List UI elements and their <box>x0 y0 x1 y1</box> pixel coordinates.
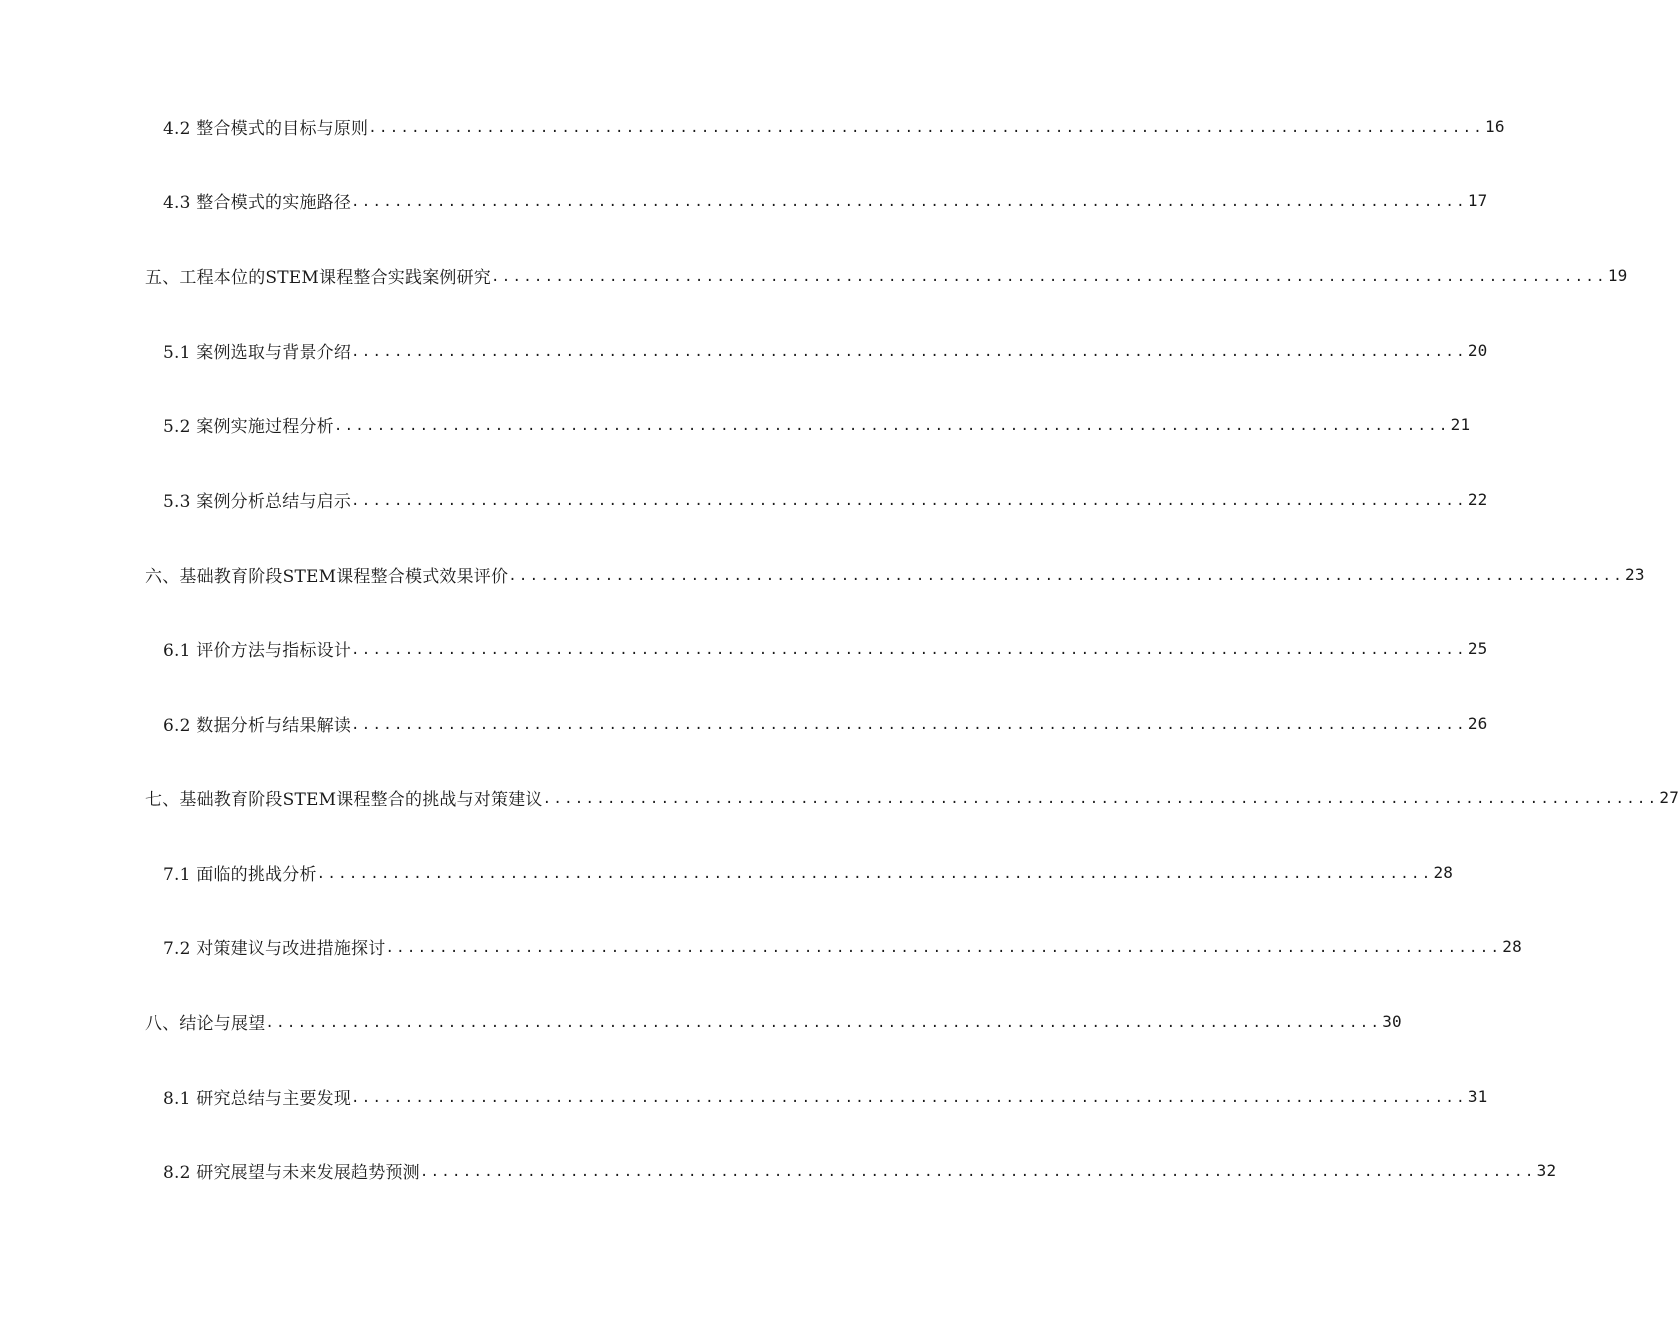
toc-page-number: 21 <box>1450 414 1471 434</box>
toc-entry-5-3[interactable] <box>163 484 1488 514</box>
toc-dot-leader: ........................................................................................................ <box>333 418 1450 434</box>
toc-dot-leader: ........................................................................................................ <box>368 120 1485 136</box>
toc-entry-5-2[interactable] <box>163 409 1471 439</box>
toc-dot-leader: ........................................................................................................ <box>316 866 1433 882</box>
toc-entry-title: 五、工程本位的STEM课程整合实践案例研究 <box>145 267 492 288</box>
toc-page-number: 23 <box>1625 564 1645 584</box>
toc-dot-leader: ........................................................................................................ <box>351 344 1467 360</box>
toc-entry-title: 八、结论与展望 <box>145 1013 266 1034</box>
toc-page-number: 16 <box>1485 116 1505 136</box>
toc-page-number: 26 <box>1467 713 1488 733</box>
toc-dot-leader: ........................................................................................................ <box>542 791 1659 807</box>
toc-page-number: 22 <box>1467 489 1488 509</box>
toc-entry-chapter-8[interactable] <box>145 1006 1402 1036</box>
toc-entry-title: 5.2 案例实施过程分析 <box>163 416 334 437</box>
toc-entry-title: 6.1 评价方法与指标设计 <box>163 640 352 661</box>
toc-entry-chapter-5[interactable] <box>145 260 1628 290</box>
toc-page-number: 31 <box>1467 1086 1488 1106</box>
toc-entry-title: 七、基础教育阶段STEM课程整合的挑战与对策建议 <box>145 789 543 810</box>
toc-page-number: 32 <box>1536 1160 1557 1180</box>
toc-entry-title: 7.2 对策建议与改进措施探讨 <box>163 938 386 959</box>
toc-page-number: 20 <box>1467 340 1488 360</box>
toc-page-number: 17 <box>1467 190 1488 210</box>
toc-dot-leader: ........................................................................................................ <box>351 717 1467 733</box>
toc-entry-title: 4.2 整合模式的目标与原则 <box>163 118 369 139</box>
toc-page-number: 19 <box>1607 265 1628 285</box>
toc-entry-5-1[interactable] <box>163 335 1488 365</box>
toc-entry-8-2[interactable] <box>163 1155 1557 1185</box>
toc-entry-4-2[interactable] <box>163 111 1505 141</box>
toc-dot-leader: ........................................................................................................ <box>419 1164 1536 1180</box>
toc-dot-leader: ........................................................................................................ <box>351 642 1467 658</box>
toc-entry-title: 4.3 整合模式的实施路径 <box>163 192 352 213</box>
toc-page-number: 28 <box>1433 862 1454 882</box>
toc-entry-6-1[interactable] <box>163 633 1488 663</box>
toc-entry-title: 6.2 数据分析与结果解读 <box>163 715 352 736</box>
toc-page-number: 30 <box>1382 1011 1402 1031</box>
toc-entry-title: 5.1 案例选取与背景介绍 <box>163 342 352 363</box>
toc-entry-title: 8.1 研究总结与主要发现 <box>163 1088 352 1109</box>
toc-dot-leader: ........................................................................................................ <box>508 568 1624 584</box>
toc-entry-chapter-6[interactable] <box>145 559 1645 589</box>
toc-entry-chapter-7[interactable] <box>145 782 1679 812</box>
toc-dot-leader: ........................................................................................................ <box>385 940 1502 956</box>
toc-page-number: 28 <box>1502 936 1522 956</box>
toc-entry-6-2[interactable] <box>163 708 1488 738</box>
toc-entry-8-1[interactable] <box>163 1081 1488 1111</box>
toc-dot-leader: ........................................................................................................ <box>351 1090 1467 1106</box>
toc-dot-leader: ........................................................................................................ <box>265 1015 1382 1031</box>
toc-dot-leader: ........................................................................................................ <box>351 194 1467 210</box>
toc-entry-title: 5.3 案例分析总结与启示 <box>163 491 352 512</box>
toc-entry-7-2[interactable] <box>163 931 1522 961</box>
toc-entry-title: 7.1 面临的挑战分析 <box>163 864 317 885</box>
toc-page-number: 25 <box>1467 638 1488 658</box>
toc-page-number: 27 <box>1659 787 1679 807</box>
toc-entry-4-3[interactable] <box>163 185 1488 215</box>
toc-entry-title: 8.2 研究展望与未来发展趋势预测 <box>163 1162 420 1183</box>
toc-entry-7-1[interactable] <box>163 857 1454 887</box>
toc-dot-leader: ........................................................................................................ <box>351 493 1467 509</box>
toc-entry-title: 六、基础教育阶段STEM课程整合模式效果评价 <box>145 566 509 587</box>
toc-dot-leader: ........................................................................................................ <box>491 269 1607 285</box>
